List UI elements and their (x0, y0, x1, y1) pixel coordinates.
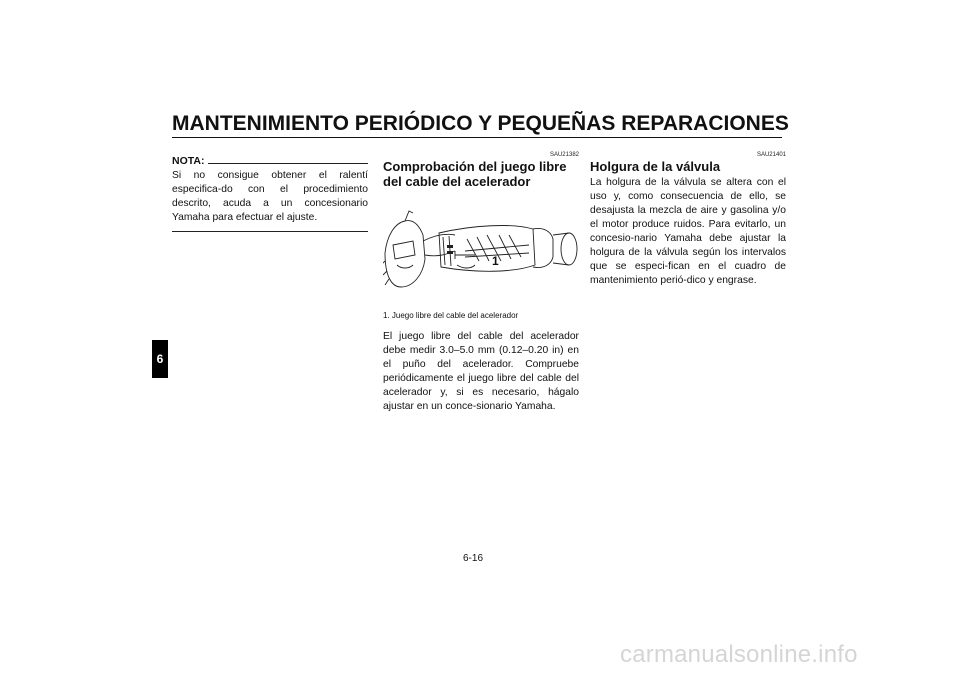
nota-rule (208, 163, 368, 164)
page-title: MANTENIMIENTO PERIÓDICO Y PEQUEÑAS REPARACIONES (172, 112, 789, 135)
figure-callout: 1 (492, 254, 499, 268)
nota-text: Si no consigue obtener el ralentí especifica-do con el procedimiento descrito, acuda a un concesionario Yamaha para efectuar el ajuste. (172, 170, 368, 223)
nota-header (172, 155, 368, 167)
valve-section (590, 152, 786, 288)
watermark: carmanualsonline.info (620, 641, 858, 668)
throttle-grip-drawing (383, 195, 579, 303)
section-code: SAU21401 (756, 152, 786, 158)
throttle-grip-illustration (383, 195, 579, 303)
section-body: El juego libre del cable del acelerador debe medir 3.0–5.0 mm (0.12–0.20 in) en el puño del acelerador. Compruebe periódicamente el juego libre del cable del acelerador y, si es necesario, hágalo ajustar en un conce-sionario Yamaha. (383, 331, 579, 412)
section-code: SAU21382 (549, 152, 579, 158)
section-body: La holgura de la válvula se altera con el uso y, como consecuencia de ello, se desajusta la mezcla de aire y gasolina y/o el motor produce ruidos. Para evitarlo, un concesio-nario Yamaha debe ajustar la holgura de la válvula según los intervalos que se especi-fican en el cuadro de mantenimiento perió-dico y engrase. (590, 177, 786, 286)
throttle-section (383, 152, 579, 414)
section-heading: Holgura de la válvula (590, 159, 721, 174)
nota-label: NOTA: (172, 155, 205, 167)
section-heading: Comprobación del juego libre del cable del acelerador (383, 159, 567, 189)
page-number: 6-16 (463, 553, 484, 564)
title-rule (172, 137, 782, 138)
nota-end-rule (172, 231, 368, 232)
chapter-tab: 6 (152, 340, 168, 378)
figure-caption: 1. Juego libre del cable del acelerador (383, 311, 519, 320)
nota-box (172, 152, 368, 232)
